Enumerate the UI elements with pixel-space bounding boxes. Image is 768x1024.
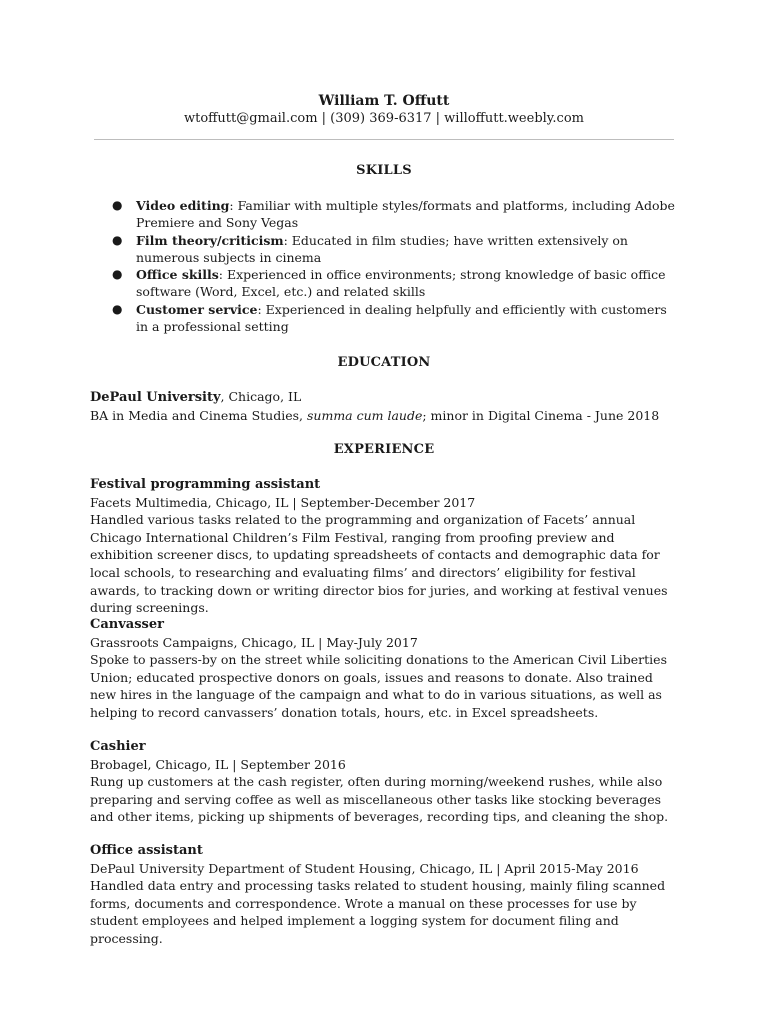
skill-item-customer-service: [90, 301, 678, 336]
job-entry: [90, 476, 678, 617]
contact-line: wtoffutt@gmail.com | (309) 369-6317 | willoffutt.weebly.com: [184, 111, 584, 126]
job-description: Handled data entry and processing tasks related to student housing, mainly filing scanned forms, documents and correspondence. Wrote a manual on these processes for use by student employees and helped implement a logging system for document filing and processing.: [90, 878, 666, 946]
bullet-icon: ●: [112, 198, 123, 212]
job-entry: [90, 842, 678, 948]
job-title: Cashier: [90, 739, 146, 754]
skill-description: : Educated in film studies; have written extensively on numerous subjects in cinema: [136, 232, 628, 265]
education-school-line: [90, 388, 678, 407]
degree-suffix: ; minor in Digital Cinema - June 2018: [422, 407, 660, 423]
job-employer: Brobagel, Chicago, IL | September 2016: [90, 756, 346, 772]
job-description: Handled various tasks related to the programming and organization of Facets’ annual Chicago International Children’s Film Festival, ranging from proofing preview and exhibition screener discs, to updating spreadsheets of contacts and demographic data for local schools, to researching and evaluating films’ and directors’ eligibility for festival awards, to tracking down or writing director bios for juries, and working at festival venues during screenings.: [90, 512, 668, 616]
skill-description: : Experienced in office environments; strong knowledge of basic office software (Word, Excel, etc.) and related skills: [136, 267, 666, 300]
bullet-icon: ●: [112, 232, 123, 247]
job-entry: [90, 616, 678, 722]
skills-list: [90, 197, 678, 335]
skill-description: : Experienced in dealing helpfully and efficiently with customers in a professional setting: [136, 301, 667, 335]
school-name: DePaul University: [90, 390, 221, 405]
job-employer: DePaul University Department of Student Housing, Chicago, IL | April 2015-May 2016: [90, 860, 639, 876]
candidate-name: William T. Offutt: [318, 93, 450, 109]
education-entry: [90, 388, 678, 424]
job-title: Festival programming assistant: [90, 477, 321, 492]
skill-name: Customer service: [136, 301, 258, 317]
skill-name: Film theory/criticism: [136, 232, 284, 248]
job-description: Spoke to passers-by on the street while soliciting donations to the American Civil Liberties Union; educated prospective donors on goals, issues and reasons to donate. Also trained new hires in the language of the campaign and what to do in various situations, as well as helping to record canvassers’ donation totals, hours, etc. in Excel spreadsheets.: [90, 652, 667, 720]
job-title: Office assistant: [90, 843, 203, 858]
skill-item-video-editing: [90, 197, 678, 232]
job-entry: [90, 738, 678, 826]
school-location: , Chicago, IL: [220, 389, 302, 404]
skill-name: Video editing: [136, 198, 230, 213]
job-description: Rung up customers at the cash register, often during morning/weekend rushes, while also preparing and serving coffee as well as miscellaneous other tasks like stocking beverages and other items, picking up shipments of beverages, recording tips, and cleaning the shop.: [90, 774, 669, 825]
education-section-title: EDUCATION: [337, 355, 431, 370]
skill-description: : Familiar with multiple styles/formats and platforms, including Adobe Premiere and Sony Vegas: [136, 198, 675, 231]
job-employer: Facets Multimedia, Chicago, IL | September-December 2017: [90, 494, 476, 510]
education-degree-line: [90, 407, 678, 425]
skill-name: Office skills: [136, 267, 219, 283]
degree-honors: summa cum laude: [307, 407, 423, 423]
experience-section-title: EXPERIENCE: [333, 442, 435, 457]
header-divider: [94, 139, 674, 140]
bullet-icon: ●: [112, 301, 123, 316]
degree-prefix: BA in Media and Cinema Studies,: [90, 407, 307, 423]
skill-item-office-skills: [90, 266, 678, 301]
skill-item-film-theory: [90, 232, 678, 267]
job-employer: Grassroots Campaigns, Chicago, IL | May-July 2017: [90, 634, 418, 650]
skills-section-title: SKILLS: [356, 163, 412, 178]
job-title: Canvasser: [90, 617, 164, 632]
bullet-icon: ●: [112, 267, 123, 282]
